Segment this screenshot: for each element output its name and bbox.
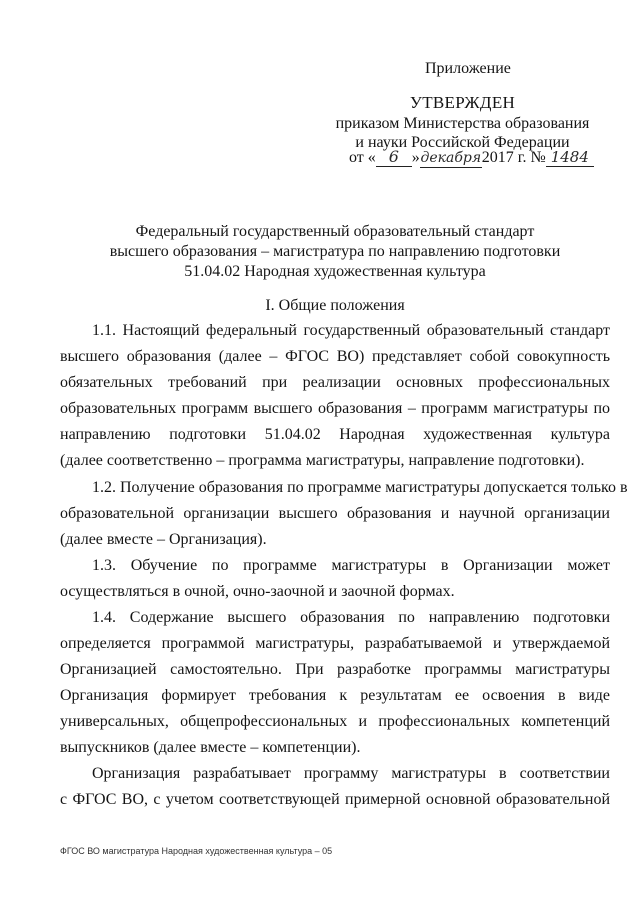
date-mid: » [411,149,420,166]
paragraph-line: выпускников (далее вместе – компетенции). [60,739,361,756]
doc-title-line-1: Федеральный государственный образовательный стандарт [135,223,535,240]
paragraph-line: обязательных требований при реализации основных профессиональных [60,374,610,391]
paragraph-line: (далее соответственно – программа магистратуры, направление подготовки). [60,452,585,469]
paragraph-line: Организация формирует требования к результатам ее освоения в виде [60,687,610,704]
paragraph-line: универсальных, общепрофессиональных и профессиональных компетенций [60,713,610,730]
paragraph-line: высшего образования (далее – ФГОС ВО) представляет собой совокупность [60,348,610,365]
approved-label: УТВЕРЖДЕН [409,93,516,112]
paragraph-line: 1.3. Обучение по программе магистратуры в Организации может [92,557,610,574]
paragraph-line: Организация разрабатывает программу магистратуры в соответствии [92,765,610,782]
order-date-line [349,148,594,168]
paragraph-line: (далее вместе – Организация). [60,531,267,548]
paragraph-line: осуществляться в очной, очно-заочной и заочной формах. [60,583,455,600]
paragraph-line: образовательной организации высшего образования и научной организации [60,505,610,522]
paragraph-line: 1.4. Содержание высшего образования по направлению подготовки [92,609,610,626]
order-line-2: и науки Российской Федерации [355,134,570,151]
paragraph-line: 1.1. Настоящий федеральный государственный образовательный стандарт [92,322,610,339]
handwritten-month: декабря [420,150,482,166]
appendix-label: Приложение [425,60,511,77]
paragraph-line: образовательных программ высшего образования – программ магистратуры по [60,400,610,417]
date-year: 2017 г. № [481,149,546,166]
paragraph-line: 1.2. Получение образования по программе магистратуры допускается только в [92,479,628,496]
date-prefix: от « [349,149,376,166]
handwritten-order-number: 1484 [546,148,594,167]
doc-title-line-3: 51.04.02 Народная художественная культура [184,263,486,280]
paragraph-line: направлению подготовки 51.04.02 Народная художественная культура [60,426,610,443]
paragraph-line: Организацией самостоятельно. При разработке программы магистратуры [60,661,610,678]
paragraph-line: определяется программой магистратуры, разрабатываемой и утверждаемой [60,635,610,652]
paragraph-line: с ФГОС ВО, с учетом соответствующей примерной основной образовательной [60,791,610,808]
page-footer: ФГОС ВО магистратура Народная художественная культура – 05 [60,846,333,856]
order-line-1: приказом Министерства образования [335,115,590,132]
doc-title-line-2: высшего образования – магистратура по направлению подготовки [109,243,561,260]
section-heading: I. Общие положения [265,297,405,314]
handwritten-day: 6 [376,148,412,167]
